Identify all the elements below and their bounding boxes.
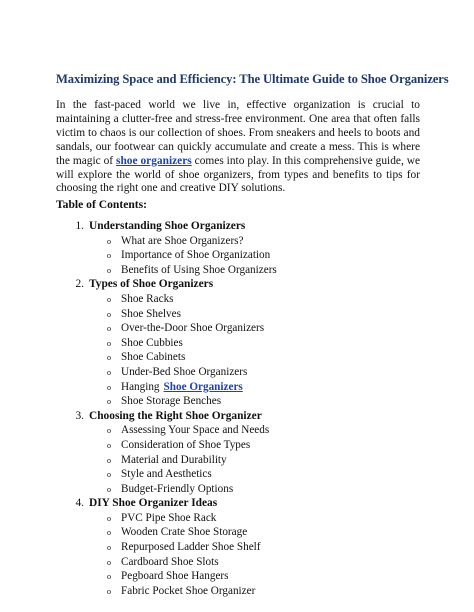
toc-item-label: Under-Bed Shoe Organizers [121, 365, 248, 378]
bullet-icon: o [107, 572, 111, 582]
bullet-icon: o [107, 440, 111, 450]
bullet-icon: o [107, 484, 111, 494]
shoe-organizers-link[interactable]: shoe organizers [116, 154, 192, 167]
toc-item [56, 350, 436, 365]
toc-item-label: Budget-Friendly Options [121, 482, 234, 495]
toc-item-label: Benefits of Using Shoe Organizers [121, 263, 277, 276]
toc-item [56, 584, 436, 599]
bullet-icon: o [107, 426, 111, 436]
bullet-icon: o [107, 324, 111, 334]
section-title: Understanding Shoe Organizers [89, 220, 246, 232]
toc-item-label: Wooden Crate Shoe Storage [121, 526, 248, 539]
toc-item-label: Material and Durability [121, 453, 227, 466]
section-title: Choosing the Right Shoe Organizer [89, 409, 262, 422]
bullet-icon: o [107, 265, 111, 275]
bullet-icon: o [107, 251, 111, 261]
toc-item [56, 307, 436, 322]
bullet-icon: o [107, 557, 111, 567]
toc-item [56, 453, 436, 468]
toc-item [56, 321, 436, 336]
toc-item-label: Shoe Shelves [121, 307, 181, 320]
toc-heading: Table of Contents: [56, 198, 148, 211]
section-number: 1. [75, 220, 84, 232]
toc-item [56, 555, 436, 570]
bullet-icon: o [107, 236, 111, 246]
toc-item [56, 248, 436, 263]
toc-item [56, 438, 436, 453]
section-title: Types of Shoe Organizers [89, 278, 214, 291]
toc-item-label: Over-the-Door Shoe Organizers [121, 322, 265, 335]
toc-item [56, 336, 436, 351]
toc-item-label: Hanging [121, 380, 160, 393]
bullet-icon: o [107, 294, 111, 304]
toc-section-4 [56, 496, 436, 598]
toc-item-label: Pegboard Shoe Hangers [121, 570, 229, 583]
toc-item [56, 365, 436, 380]
bullet-icon: o [107, 397, 111, 407]
toc-item [56, 292, 436, 307]
bullet-icon: o [107, 309, 111, 319]
bullet-icon: o [107, 528, 111, 538]
toc-item-label: PVC Pipe Shoe Rack [121, 511, 217, 524]
section-title: DIY Shoe Organizer Ideas [89, 497, 218, 510]
section-number: 3. [75, 409, 84, 422]
toc-item [56, 569, 436, 584]
intro-text-before-link: In the fast-paced world we live in, effective organization is crucial to maintaining a clutter-free and stress-free environment. One area that often falls victim to chaos is our collection of shoes. From sneakers and heels to boots and sandals, our footwear can quickly accumulate and create a mess. This is where the magic of [56, 99, 420, 167]
toc-section-3 [56, 409, 436, 497]
toc-item-label: Fabric Pocket Shoe Organizer [121, 584, 256, 597]
toc-item-label: Shoe Cabinets [121, 351, 186, 364]
bullet-icon: o [107, 513, 111, 523]
bullet-icon: o [107, 470, 111, 480]
bullet-icon: o [107, 543, 111, 553]
toc-item [56, 234, 436, 249]
toc-item-label: Shoe Storage Benches [121, 395, 222, 408]
toc-item [56, 263, 436, 278]
bullet-icon: o [107, 455, 111, 465]
toc-section-2 [56, 277, 436, 408]
toc-item-label: Repurposed Ladder Shoe Shelf [121, 541, 261, 554]
document-title: Maximizing Space and Efficiency: The Ultimate Guide to Shoe Organizers [56, 72, 449, 86]
toc-item [56, 394, 436, 409]
toc-item [56, 467, 436, 482]
bullet-icon: o [107, 382, 111, 392]
table-of-contents [56, 219, 436, 598]
shoe-organizers-item-link[interactable]: Shoe Organizers [163, 380, 243, 393]
bullet-icon: o [107, 586, 111, 596]
toc-item [56, 525, 436, 540]
toc-section-1 [56, 219, 436, 277]
toc-item-label: Shoe Racks [121, 292, 174, 305]
toc-item [56, 380, 436, 395]
intro-paragraph [56, 99, 420, 196]
section-number: 4. [75, 497, 84, 510]
toc-item [56, 511, 436, 526]
toc-item-label: Assessing Your Space and Needs [121, 424, 270, 437]
toc-item-label: Shoe Cubbies [121, 336, 183, 349]
toc-item-label: Consideration of Shoe Types [121, 438, 251, 451]
section-number: 2. [75, 278, 84, 291]
toc-item [56, 423, 436, 438]
bullet-icon: o [107, 353, 111, 363]
toc-item [56, 482, 436, 497]
toc-item [56, 540, 436, 555]
intro-text-after-link: comes into play. In this comprehensive guide, we will explore the world of shoe organizers, from types and benefits to tips for choosing the right one and creative DIY solutions. [56, 154, 421, 195]
toc-item-label: Cardboard Shoe Slots [121, 555, 219, 568]
toc-item-label: Importance of Shoe Organization [121, 249, 271, 262]
bullet-icon: o [107, 367, 111, 377]
toc-item-label: Style and Aesthetics [121, 468, 212, 481]
toc-item-label: What are Shoe Organizers? [121, 234, 244, 247]
bullet-icon: o [107, 338, 111, 348]
